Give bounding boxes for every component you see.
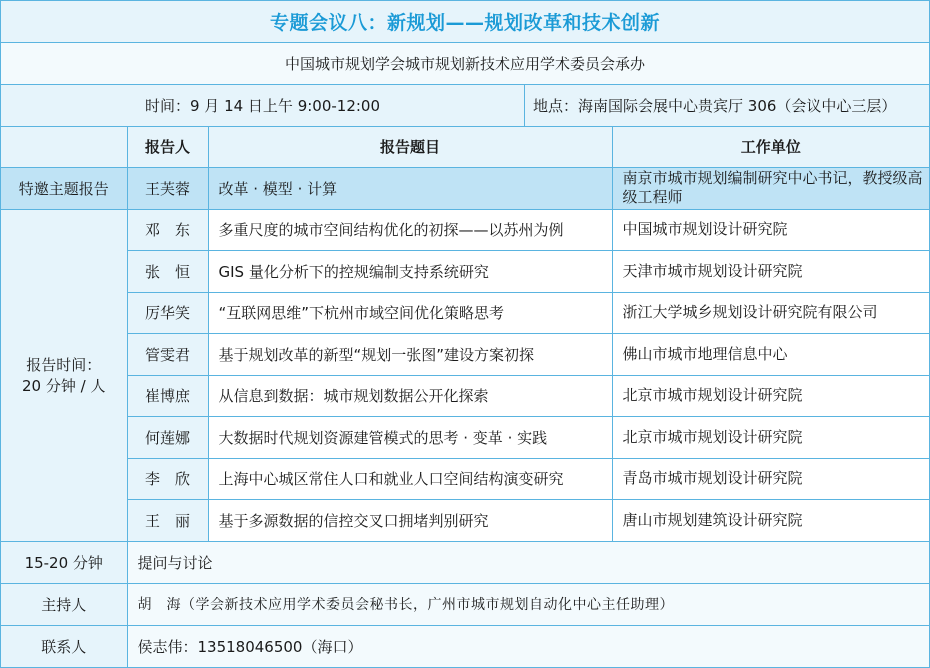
- location-text: 地点：海南国际会展中心贵宾厅 306（会议中心三层）: [533, 97, 897, 115]
- talk-unit: 天津市城市规划设计研究院: [612, 251, 929, 293]
- talk-topic: 从信息到数据：城市规划数据公开化探索: [208, 375, 612, 417]
- report-time-line2: 20 分钟 / 人: [22, 377, 106, 395]
- talk-unit: 唐山市规划建筑设计研究院: [612, 500, 929, 542]
- table-row: [1, 251, 929, 293]
- talk-unit: 佛山市城市地理信息中心: [612, 334, 929, 376]
- location-cell: [525, 85, 929, 126]
- header-topic: 报告题目: [208, 127, 612, 167]
- schedule-table: [1, 127, 929, 668]
- header-unit: 工作单位: [612, 127, 929, 167]
- host-label: 主持人: [1, 583, 127, 625]
- header-speaker: 报告人: [127, 127, 208, 167]
- report-time-label: [1, 209, 127, 541]
- talk-speaker: 张 恒: [127, 251, 208, 293]
- featured-topic: 改革 · 模型 · 计算: [208, 167, 612, 209]
- talk-speaker: 厉华笑: [127, 292, 208, 334]
- talk-unit: 北京市城市规划设计研究院: [612, 417, 929, 459]
- table-row: [1, 334, 929, 376]
- table-row: [1, 500, 929, 542]
- featured-label: 特邀主题报告: [1, 167, 127, 209]
- header-row: [1, 127, 929, 167]
- talk-speaker: 王 丽: [127, 500, 208, 542]
- organizer-bar: [1, 43, 929, 85]
- table-row: [1, 417, 929, 459]
- talk-speaker: 崔博庶: [127, 375, 208, 417]
- talk-topic: 基于规划改革的新型“规划一张图”建设方案初探: [208, 334, 612, 376]
- talk-speaker: 邓 东: [127, 209, 208, 251]
- featured-speaker: 王芙蓉: [127, 167, 208, 209]
- host-row: [1, 583, 929, 625]
- talk-topic: “互联网思维”下杭州市域空间优化策略思考: [208, 292, 612, 334]
- header-blank: [1, 127, 127, 167]
- session-title: 专题会议八：新规划——规划改革和技术创新: [269, 12, 660, 34]
- contact-row: [1, 625, 929, 667]
- talk-speaker: 李 欣: [127, 458, 208, 500]
- time-text: 时间：9 月 14 日上午 9:00-12:00: [144, 97, 381, 115]
- host-text: 胡 海（学会新技术应用学术委员会秘书长，广州市城市规划自动化中心主任助理）: [127, 583, 929, 625]
- talk-unit: 中国城市规划设计研究院: [612, 209, 929, 251]
- talk-topic: 多重尺度的城市空间结构优化的初探——以苏州为例: [208, 209, 612, 251]
- discussion-row: [1, 541, 929, 583]
- table-row: [1, 209, 929, 251]
- contact-text: 侯志伟：13518046500（海口）: [127, 625, 929, 667]
- talk-topic: 基于多源数据的信控交叉口拥堵判别研究: [208, 500, 612, 542]
- info-bar: [1, 85, 929, 127]
- time-cell: [1, 85, 525, 126]
- table-row: [1, 292, 929, 334]
- report-time-line1: 报告时间：: [26, 356, 102, 374]
- discussion-label: 15-20 分钟: [1, 541, 127, 583]
- talk-topic: 上海中心城区常住人口和就业人口空间结构演变研究: [208, 458, 612, 500]
- title-bar: [1, 1, 929, 43]
- talk-unit: 北京市城市规划设计研究院: [612, 375, 929, 417]
- discussion-text: 提问与讨论: [127, 541, 929, 583]
- featured-row: [1, 167, 929, 209]
- featured-unit: 南京市城市规划编制研究中心书记，教授级高级工程师: [612, 167, 929, 209]
- table-row: [1, 458, 929, 500]
- talk-speaker: 何莲娜: [127, 417, 208, 459]
- talk-unit: 青岛市城市规划设计研究院: [612, 458, 929, 500]
- talk-unit: 浙江大学城乡规划设计研究院有限公司: [612, 292, 929, 334]
- talk-speaker: 管雯君: [127, 334, 208, 376]
- talk-topic: GIS 量化分析下的控规编制支持系统研究: [208, 251, 612, 293]
- contact-label: 联系人: [1, 625, 127, 667]
- table-row: [1, 375, 929, 417]
- organizer-text: 中国城市规划学会城市规划新技术应用学术委员会承办: [284, 55, 645, 73]
- talk-topic: 大数据时代规划资源建管模式的思考 · 变革 · 实践: [208, 417, 612, 459]
